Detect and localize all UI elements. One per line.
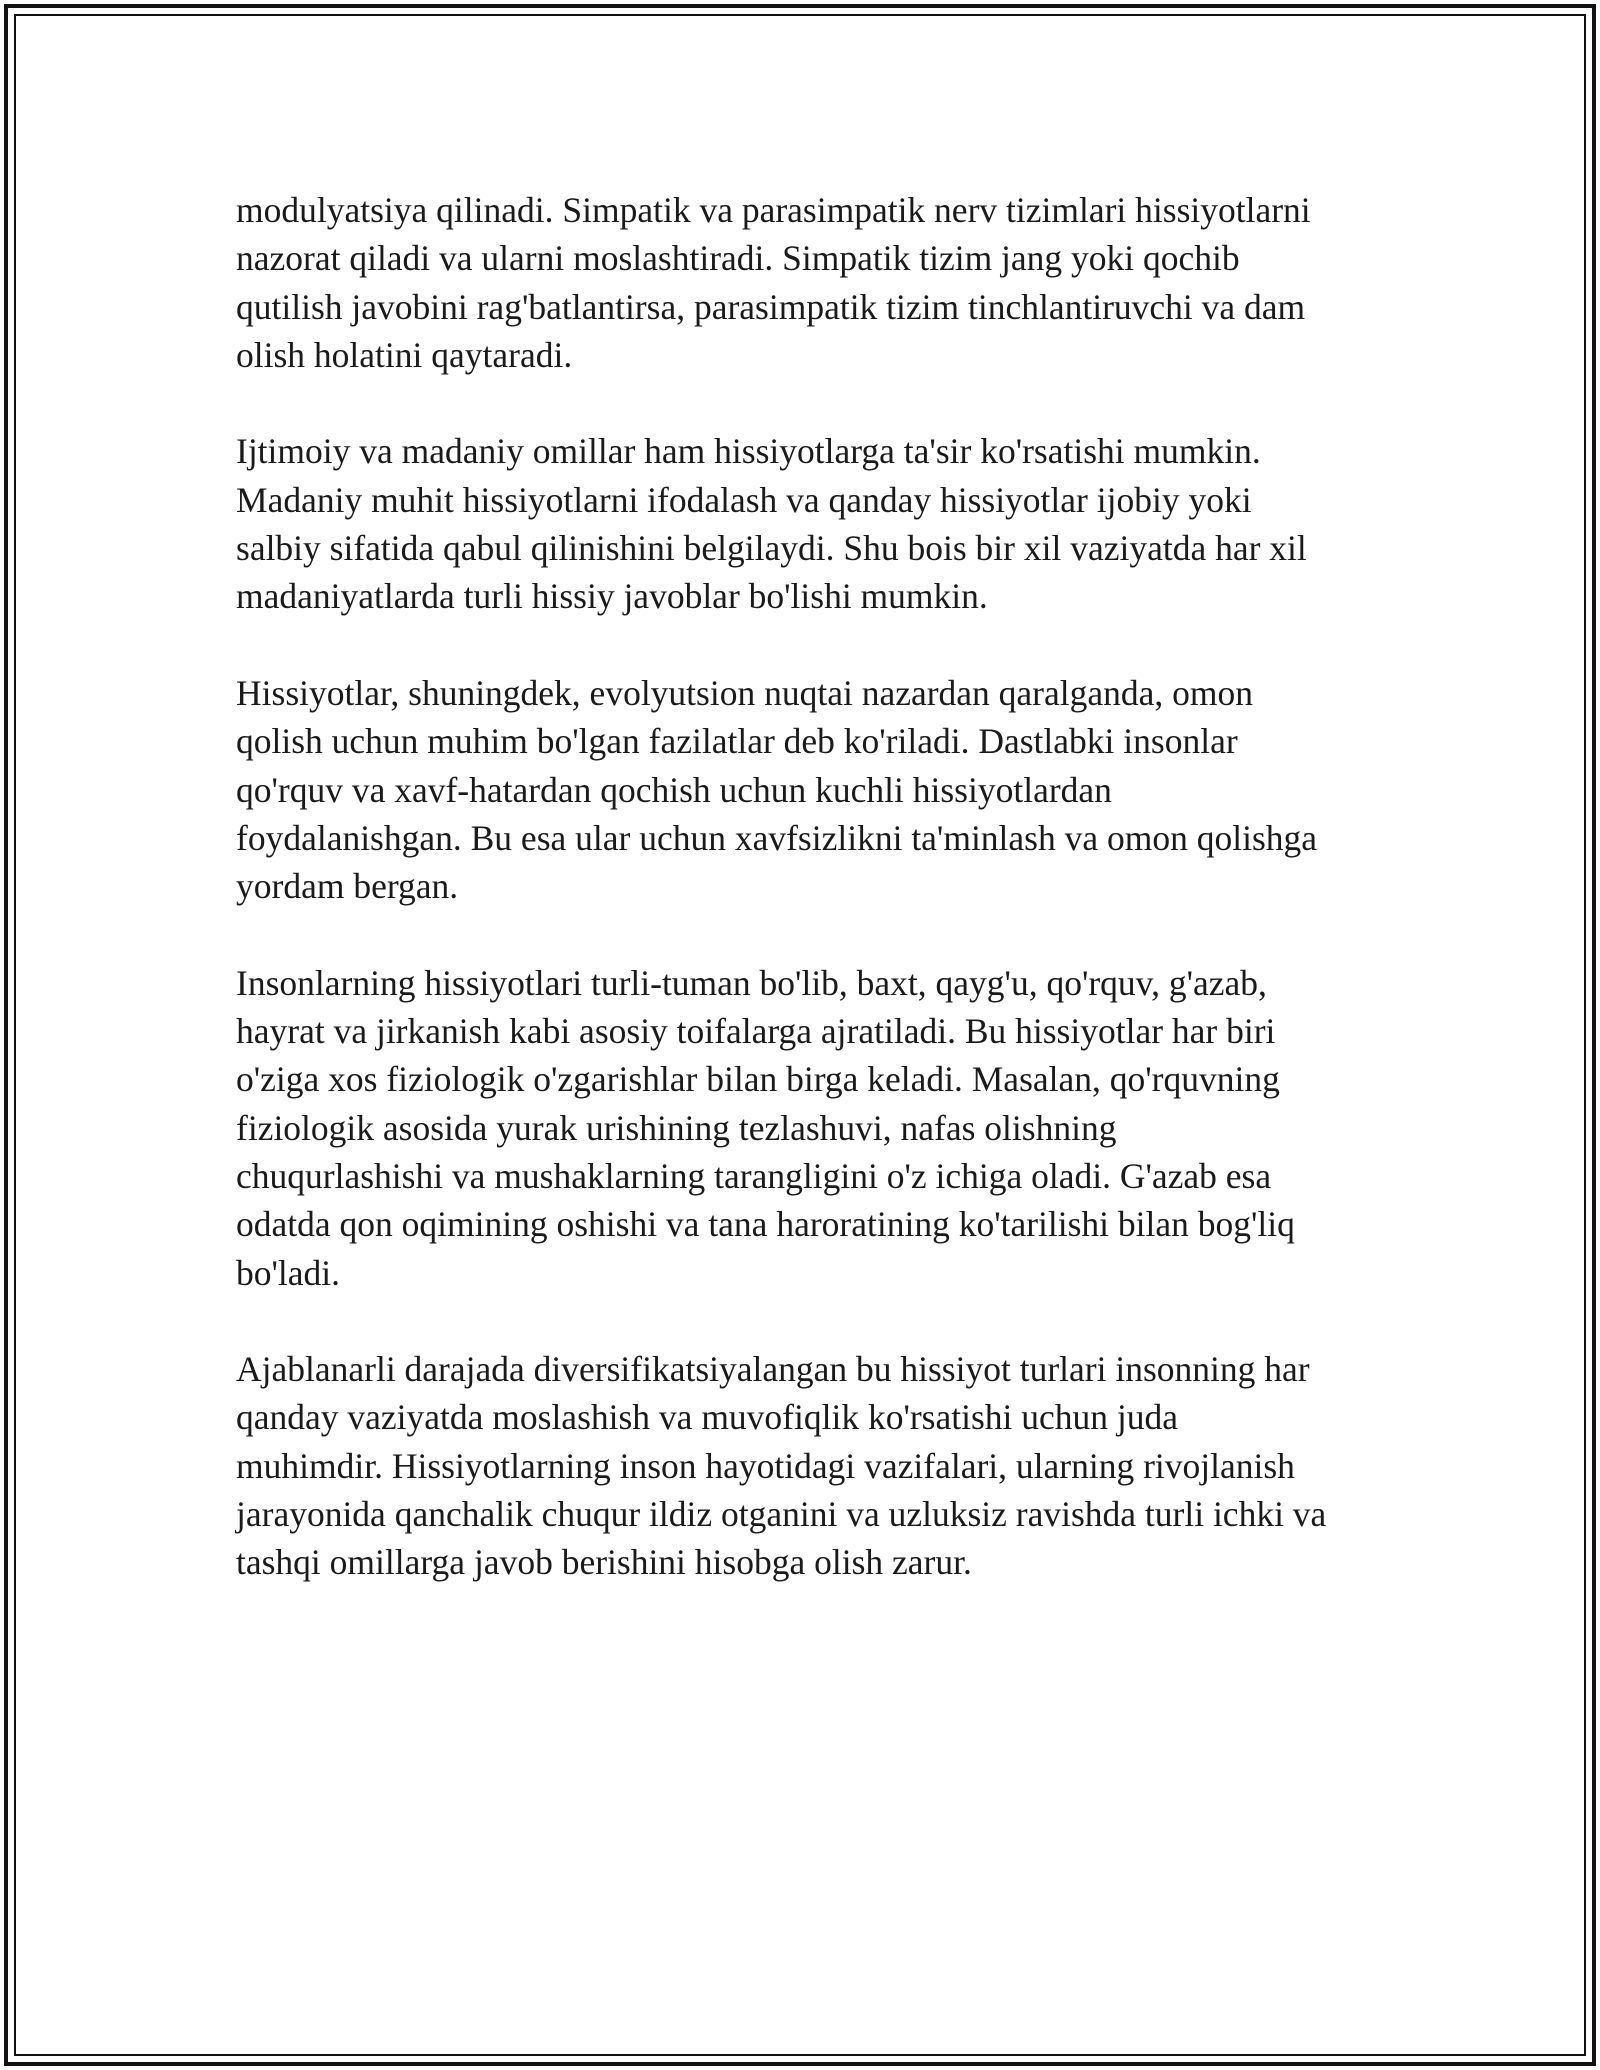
text-line: Insonlarning hissiyotlari turli-tuman bo'lib, baxt, qayg'u, qo'rquv, g'azab, <box>236 962 1267 1003</box>
text-line: muhimdir. Hissiyotlarning inson hayotidagi vazifalari, ularning rivojlanish <box>236 1445 1295 1486</box>
paragraph-4 <box>236 959 1386 1297</box>
text-line: madaniyatlarda turli hissiy javoblar bo'lishi mumkin. <box>236 576 988 617</box>
text-line: chuqurlashishi va mushaklarning tarangligini o'z ichiga oladi. G'azab esa <box>236 1155 1272 1196</box>
text-line: jarayonida qanchalik chuqur ildiz otganini va uzluksiz ravishda turli ichki va <box>236 1494 1327 1535</box>
text-line: o'ziga xos fiziologik o'zgarishlar bilan birga keladi. Masalan, qo'rquvning <box>236 1059 1280 1100</box>
text-line: qolish uchun muhim bo'lgan fazilatlar deb ko'riladi. Dastlabki insonlar <box>236 721 1238 762</box>
text-line: yordam bergan. <box>236 866 459 907</box>
text-line: foydalanishgan. Bu esa ular uchun xavfsizlikni ta'minlash va omon qolishga <box>236 817 1318 858</box>
text-line: olish holatini qaytaradi. <box>236 334 573 375</box>
text-line: bo'ladi. <box>236 1252 341 1293</box>
text-line: Ijtimoiy va madaniy omillar ham hissiyotlarga ta'sir ko'rsatishi mumkin. <box>236 431 1261 472</box>
paragraph-1 <box>236 186 1386 379</box>
text-line: Ajablanarli darajada diversifikatsiyalangan bu hissiyot turlari insonning har <box>236 1349 1310 1390</box>
text-line: Hissiyotlar, shuningdek, evolyutsion nuqtai nazardan qaralganda, omon <box>236 672 1254 713</box>
text-line: modulyatsiya qilinadi. Simpatik va parasimpatik nerv tizimlari hissiyotlarni <box>236 190 1311 230</box>
text-line: qanday vaziyatda moslashish va muvofiqlik ko'rsatishi uchun juda <box>236 1397 1179 1438</box>
text-line: qutilish javobini rag'batlantirsa, parasimpatik tizim tinchlantiruvchi va dam <box>236 286 1306 327</box>
text-line: Madaniy muhit hissiyotlarni ifodalash va qanday hissiyotlar ijobiy yoki <box>236 479 1252 520</box>
paragraph-2 <box>236 427 1386 620</box>
text-line: nazorat qiladi va ularni moslashtiradi. Simpatik tizim jang yoki qochib <box>236 238 1240 279</box>
text-line: qo'rquv va xavf-hatardan qochish uchun kuchli hissiyotlardan <box>236 769 1112 810</box>
text-line: hayrat va jirkanish kabi asosiy toifalarga ajratiladi. Bu hissiyotlar har biri <box>236 1011 1276 1052</box>
text-line: tashqi omillarga javob berishini hisobga olish zarur. <box>236 1542 972 1583</box>
document-body <box>236 186 1386 1635</box>
text-line: odatda qon oqimining oshishi va tana haroratining ko'tarilishi bilan bog'liq <box>236 1204 1295 1245</box>
text-line: fiziologik asosida yurak urishining tezlashuvi, nafas olishning <box>236 1107 1117 1148</box>
text-line: salbiy sifatida qabul qilinishini belgilaydi. Shu bois bir xil vaziyatda har xil <box>236 528 1307 569</box>
paragraph-3 <box>236 669 1386 910</box>
paragraph-5 <box>236 1345 1386 1586</box>
